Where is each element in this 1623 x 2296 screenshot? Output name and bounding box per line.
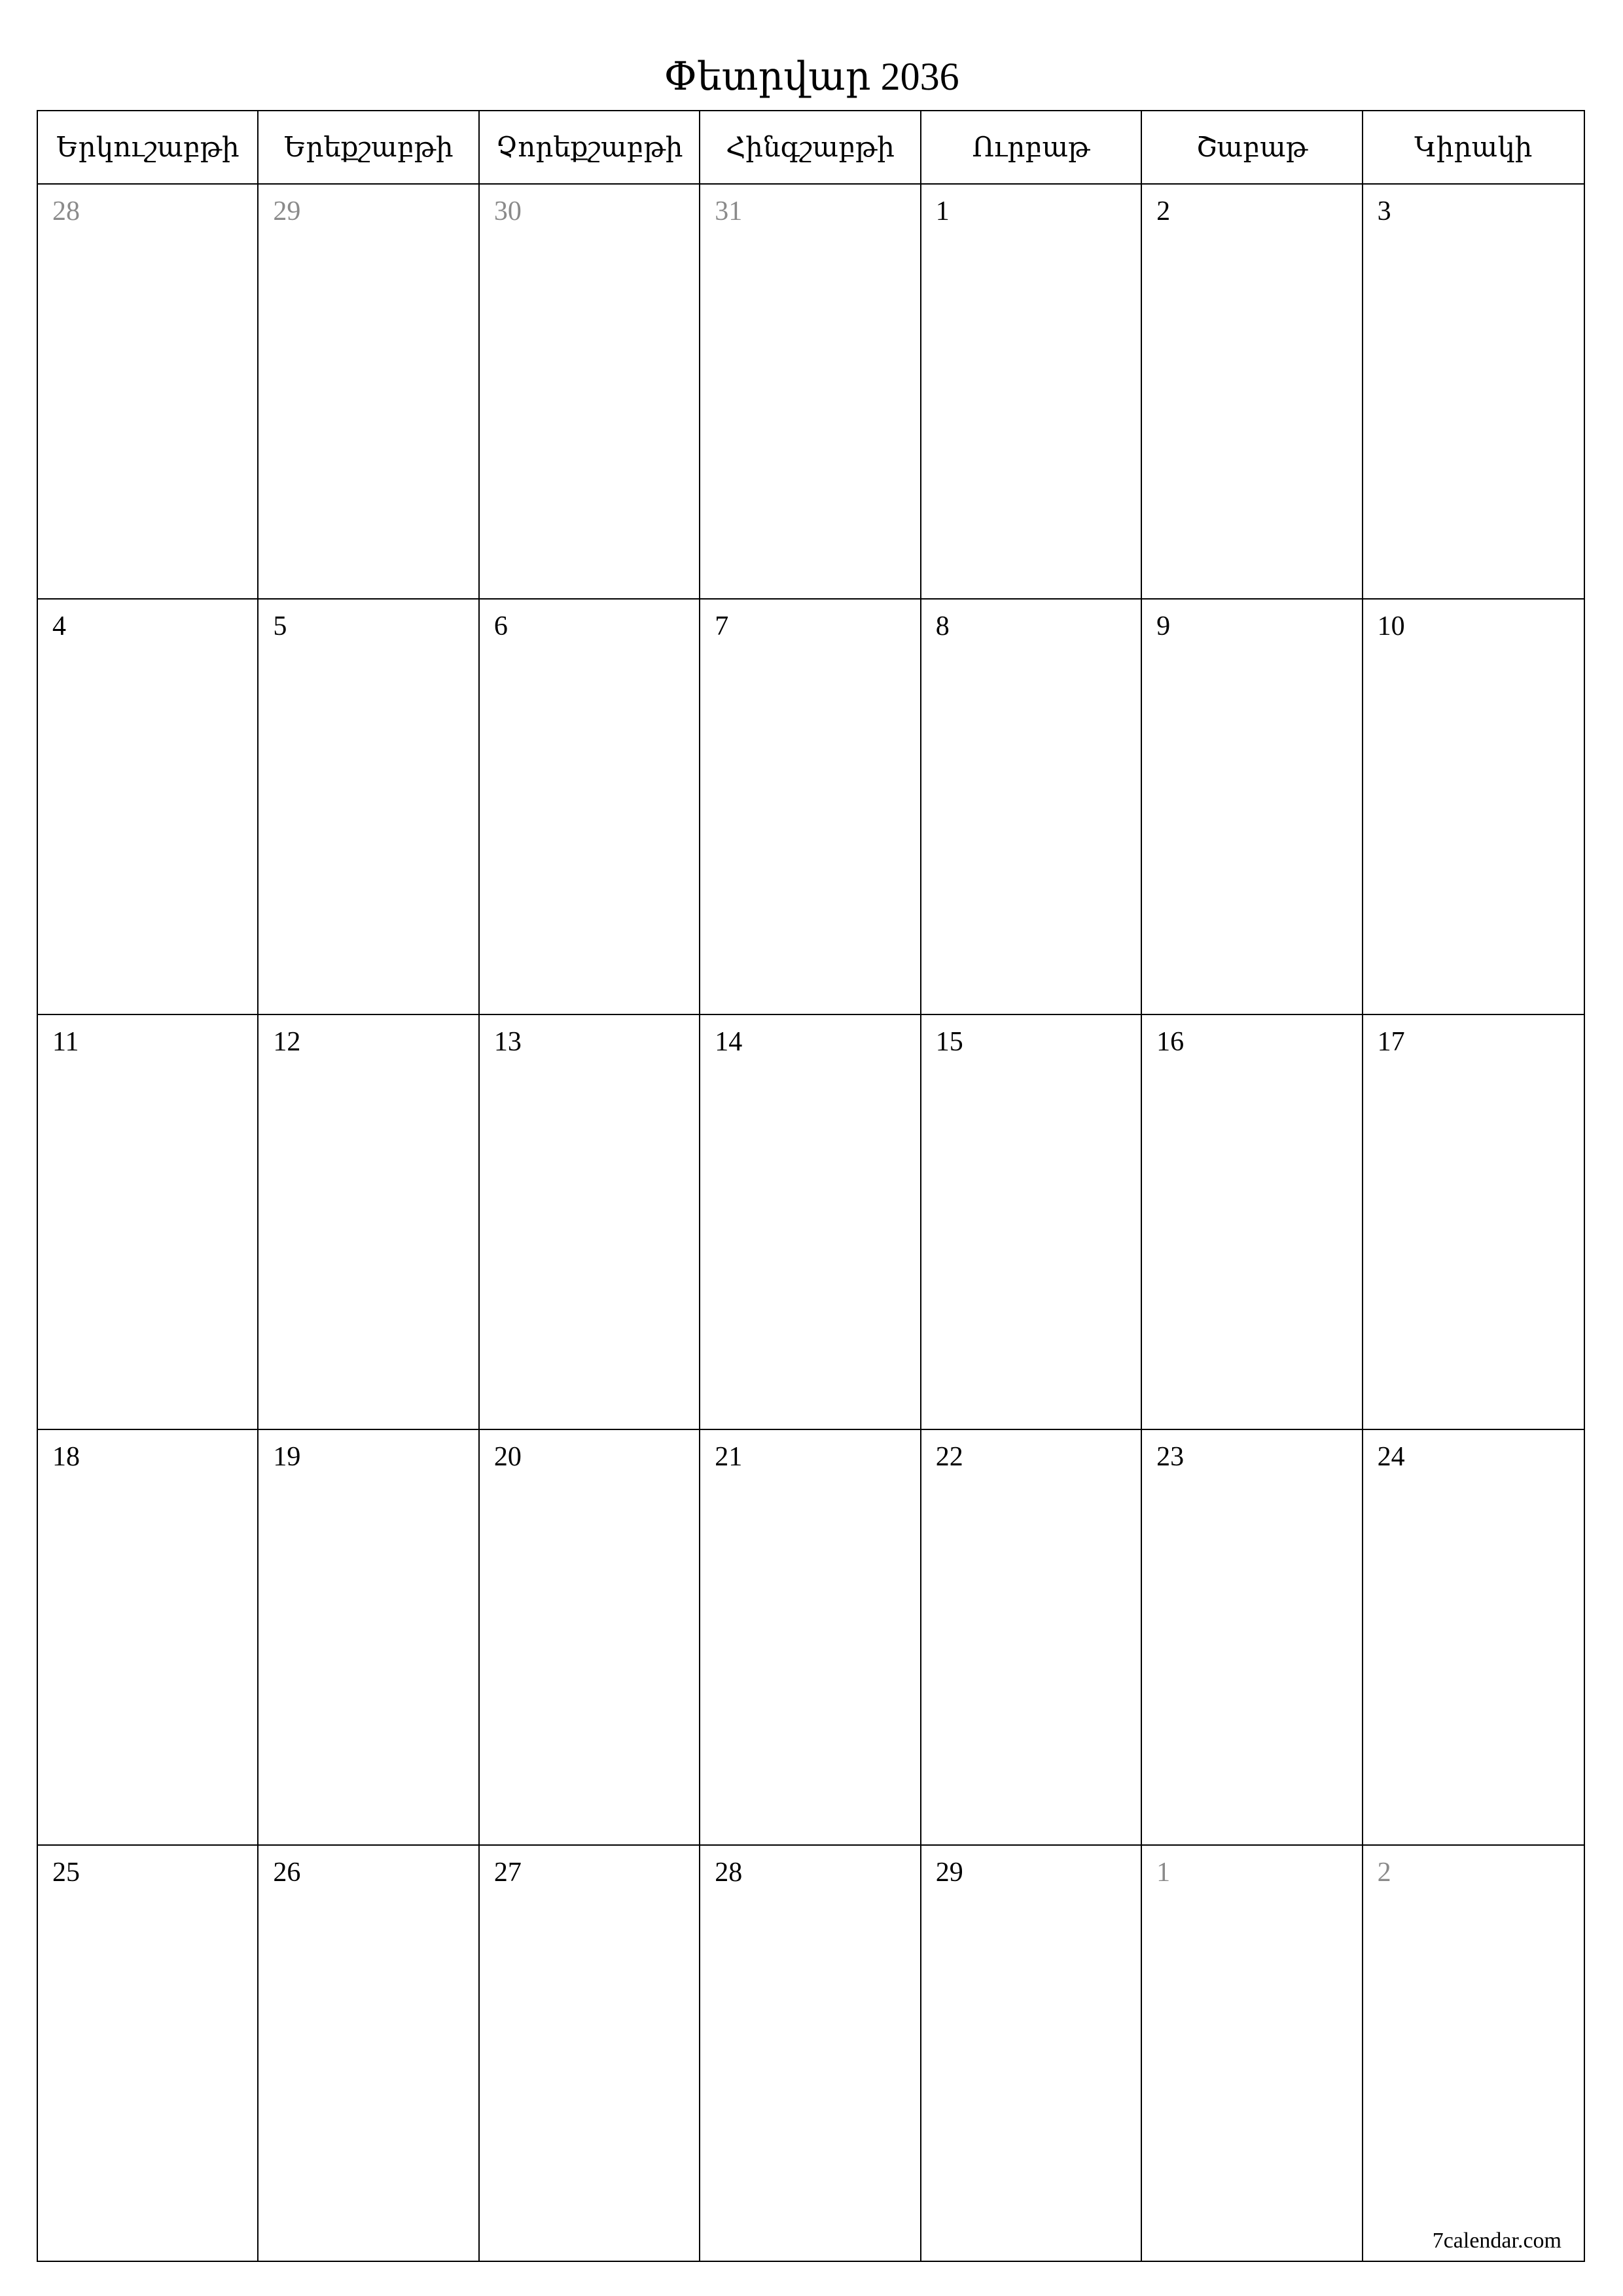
day-number: 25 (52, 1857, 80, 1888)
day-number: 9 (1156, 611, 1171, 642)
weekday-header-tuesday: Երեքշաբթի (259, 111, 479, 185)
day-cell (700, 1015, 921, 1430)
weekday-header-wednesday: Չորեքշաբթի (480, 111, 700, 185)
day-number: 12 (273, 1026, 301, 1057)
day-cell (259, 600, 479, 1014)
day-cell (1142, 1015, 1363, 1430)
day-cell (1142, 185, 1363, 600)
day-cell (1142, 600, 1363, 1014)
day-cell (921, 1015, 1142, 1430)
day-cell (921, 185, 1142, 600)
day-number: 27 (493, 1857, 522, 1888)
day-number: 17 (1377, 1026, 1405, 1057)
day-number: 21 (715, 1442, 743, 1473)
day-cell (1363, 1430, 1584, 1845)
day-number: 8 (935, 611, 950, 642)
day-number: 31 (715, 196, 743, 226)
day-cell (700, 1430, 921, 1845)
day-number: 28 (715, 1857, 743, 1888)
day-cell (38, 600, 259, 1014)
day-cell (259, 185, 479, 600)
day-cell (38, 185, 259, 600)
day-number: 15 (935, 1026, 963, 1057)
day-cell (259, 1846, 479, 2261)
day-number: 11 (52, 1026, 79, 1057)
day-number: 3 (1377, 196, 1391, 226)
day-cell (480, 1015, 700, 1430)
day-cell (480, 600, 700, 1014)
day-number: 1 (1156, 1857, 1171, 1888)
weekday-header-saturday: Շաբաթ (1142, 111, 1363, 185)
day-cell (700, 185, 921, 600)
day-cell (1363, 1846, 1584, 2261)
day-number: 30 (493, 196, 522, 226)
day-number: 5 (273, 611, 287, 642)
weekday-header-sunday: Կիրակի (1363, 111, 1584, 185)
day-number: 4 (52, 611, 66, 642)
day-cell (259, 1430, 479, 1845)
day-number: 20 (493, 1442, 522, 1473)
site-credit: 7calendar.com (1432, 2229, 1561, 2253)
day-number: 18 (52, 1442, 80, 1473)
day-cell (1363, 1015, 1584, 1430)
day-cell (700, 600, 921, 1014)
day-number: 28 (52, 196, 80, 226)
day-number: 29 (273, 196, 301, 226)
calendar-grid (37, 110, 1585, 2262)
day-number: 24 (1377, 1442, 1405, 1473)
weekday-header-monday: Երկուշաբթի (38, 111, 259, 185)
day-number: 16 (1156, 1026, 1185, 1057)
page-title: Փետրվար 2036 (664, 55, 959, 98)
day-number: 14 (715, 1026, 743, 1057)
day-number: 23 (1156, 1442, 1185, 1473)
day-cell (921, 600, 1142, 1014)
day-number: 2 (1377, 1857, 1391, 1888)
day-cell (1142, 1846, 1363, 2261)
day-number: 26 (273, 1857, 301, 1888)
day-number: 19 (273, 1442, 301, 1473)
day-cell (38, 1430, 259, 1845)
weekday-header-thursday: Հինգշաբթի (700, 111, 921, 185)
day-number: 1 (935, 196, 950, 226)
day-cell (38, 1846, 259, 2261)
day-number: 29 (935, 1857, 963, 1888)
day-number: 22 (935, 1442, 963, 1473)
weekday-header-friday: Ուրբաթ (921, 111, 1142, 185)
day-cell (1142, 1430, 1363, 1845)
day-cell (921, 1846, 1142, 2261)
day-cell (259, 1015, 479, 1430)
day-cell (700, 1846, 921, 2261)
day-number: 10 (1377, 611, 1405, 642)
day-cell (480, 185, 700, 600)
day-cell (480, 1430, 700, 1845)
day-number: 6 (493, 611, 508, 642)
day-cell (921, 1430, 1142, 1845)
day-number: 7 (715, 611, 729, 642)
day-cell (1363, 185, 1584, 600)
day-number: 2 (1156, 196, 1171, 226)
day-cell (480, 1846, 700, 2261)
day-cell (38, 1015, 259, 1430)
day-number: 13 (493, 1026, 522, 1057)
day-cell (1363, 600, 1584, 1014)
